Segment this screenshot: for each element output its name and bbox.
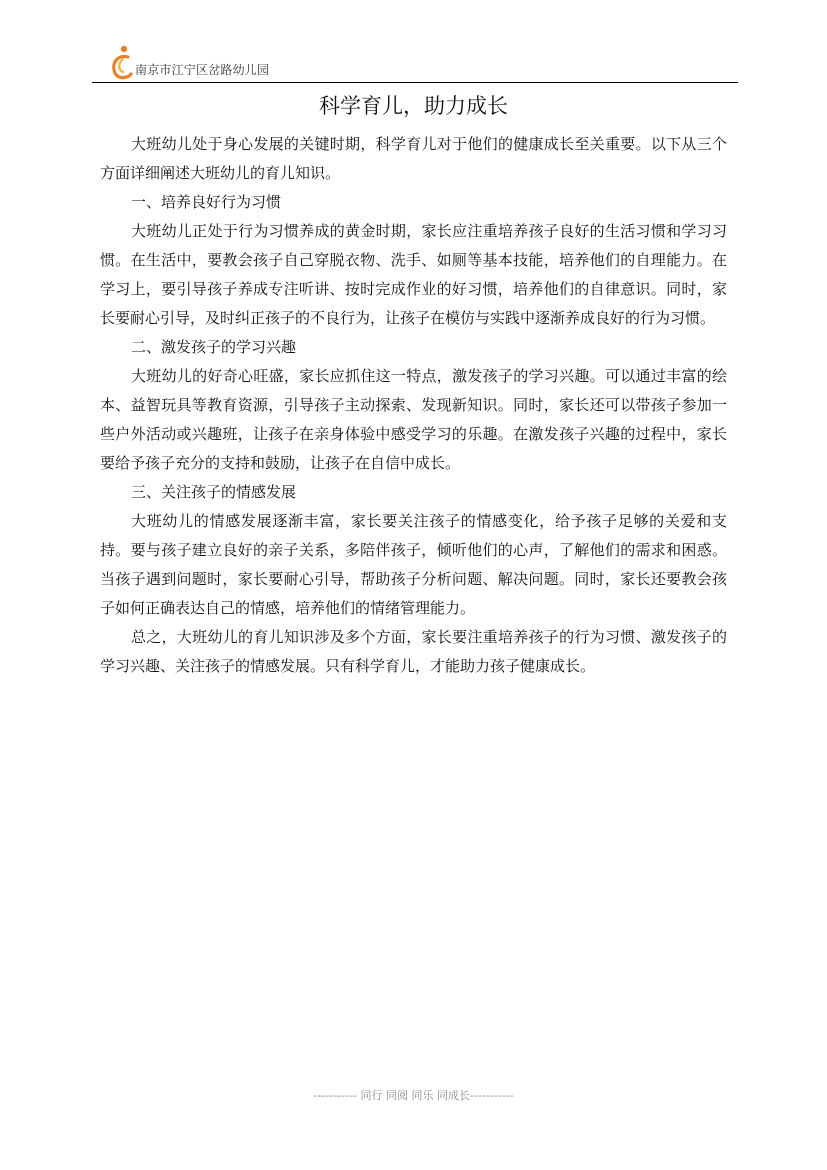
habits-paragraph: 大班幼儿正处于行为习惯养成的黄金时期，家长应注重培养孩子良好的生活习惯和学习习惯。在生活中，要教会孩子自己穿脱衣物、洗手、如厕等基本技能，培养他们的自理能力。在学习上，要引导孩子养成专注听讲、按时完成作业的好习惯，培养他们的自律意识。同时，家长要耐心引导，及时纠正孩子的不良行为，让孩子在模仿与实践中逐渐养成良好的行为习惯。 — [100, 222, 727, 327]
section-heading-habits: 一、培养良好行为习惯 — [131, 193, 282, 211]
document-body — [100, 130, 727, 681]
conclusion-paragraph: 总之，大班幼儿的育儿知识涉及多个方面，家长要注重培养孩子的行为习惯、激发孩子的学习兴趣、关注孩子的情感发展。只有科学育儿，才能助力孩子健康成长。 — [100, 628, 727, 675]
school-logo-icon — [109, 44, 133, 80]
section-heading-interest: 二、激发孩子的学习兴趣 — [131, 338, 297, 356]
emotion-paragraph: 大班幼儿的情感发展逐渐丰富，家长要关注孩子的情感变化，给予孩子足够的关爱和支持。要与孩子建立良好的亲子关系，多陪伴孩子，倾听他们的心声，了解他们的需求和困惑。当孩子遇到问题时，家长要耐心引导，帮助孩子分析问题、解决问题。同时，家长还要教会孩子如何正确表达自己的情感，培养他们的情绪管理能力。 — [100, 512, 727, 617]
document-title: 科学育儿，助力成长 — [319, 94, 508, 118]
page-header — [92, 42, 738, 84]
page-footer: ----------- 同行 同阅 同乐 同成长----------- — [313, 1089, 514, 1102]
header-divider — [92, 82, 738, 83]
intro-paragraph: 大班幼儿处于身心发展的关键时期，科学育儿对于他们的健康成长至关重要。以下从三个方面详细阐述大班幼儿的育儿知识。 — [100, 135, 727, 182]
section-heading-emotion: 三、关注孩子的情感发展 — [131, 483, 297, 501]
school-name: 南京市江宁区岔路幼儿园 — [135, 63, 270, 77]
interest-paragraph: 大班幼儿的好奇心旺盛，家长应抓住这一特点，激发孩子的学习兴趣。可以通过丰富的绘本、益智玩具等教育资源，引导孩子主动探索、发现新知识。同时，家长还可以带孩子参加一些户外活动或兴趣班，让孩子在亲身体验中感受学习的乐趣。在激发孩子兴趣的过程中，家长要给予孩子充分的支持和鼓励，让孩子在自信中成长。 — [100, 367, 727, 472]
